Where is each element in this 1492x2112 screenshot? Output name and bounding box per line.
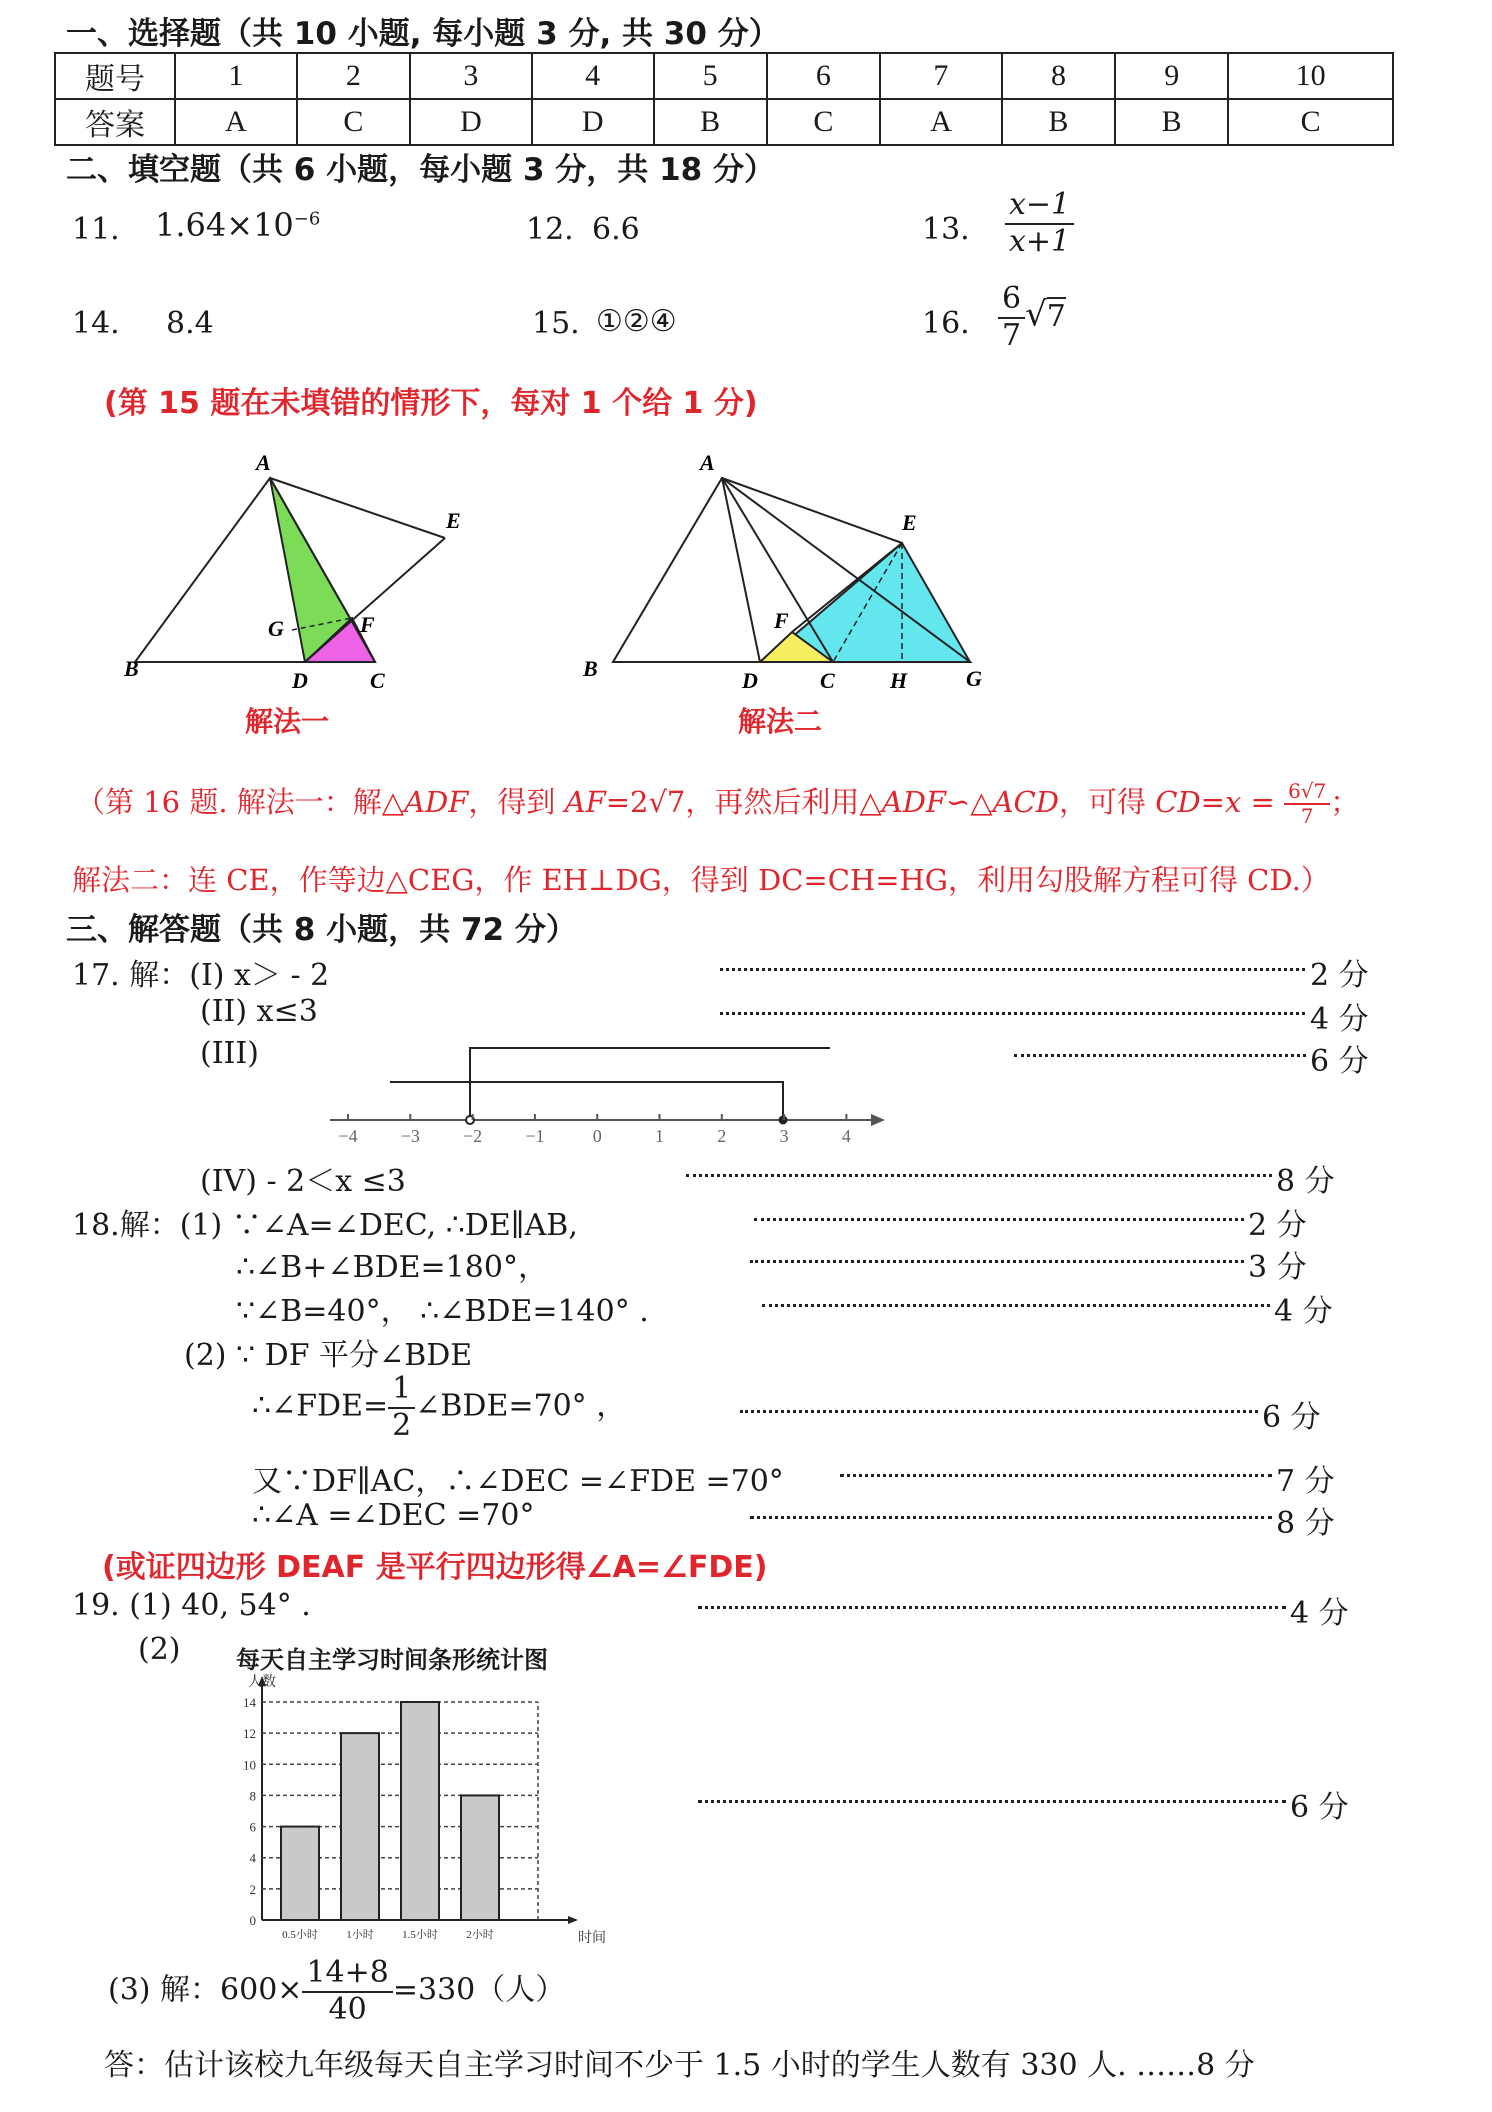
section2-title: 二、填空题（共 6 小题，每小题 3 分，共 18 分）: [66, 152, 776, 188]
table-cell: B: [654, 99, 767, 145]
q12-number: 12.: [526, 212, 574, 247]
q18-points2: 3 分: [1248, 1250, 1307, 1285]
label-D: D: [292, 668, 308, 693]
number-line-tick-label: −4: [338, 1126, 358, 1146]
q15-number: 15.: [532, 306, 580, 341]
q18-note: (或证四边形 DEAF 是平行四边形得∠A=∠FDE): [102, 1550, 768, 1585]
label-D: D: [742, 668, 758, 693]
table-cell: 2: [297, 53, 410, 99]
bar: [461, 1795, 499, 1920]
q19-line1: 19. (1) 40, 54° .: [72, 1588, 311, 1623]
y-axis-label: 人数: [248, 1675, 276, 1690]
q13-answer: $\frac{x-1}{x+1}$: [1005, 188, 1074, 259]
q19-points1: 4 分: [1290, 1596, 1349, 1631]
dot-leader: [750, 1516, 1272, 1519]
label-B: B: [583, 656, 598, 681]
label-B: B: [124, 656, 139, 681]
y-tick-label: 6: [249, 1819, 256, 1835]
chart-title: 每天自主学习时间条形统计图: [236, 1646, 548, 1674]
y-tick-label: 4: [249, 1850, 256, 1866]
q18-points1: 2 分: [1248, 1208, 1307, 1243]
y-tick-label: 2: [249, 1881, 256, 1897]
label-A: A: [256, 450, 271, 475]
table-cell: 10: [1228, 53, 1393, 99]
table-cell: B: [1115, 99, 1228, 145]
label-A: A: [700, 450, 715, 475]
q17-points3: 6 分: [1310, 1044, 1369, 1079]
q18-points7: 8 分: [1276, 1506, 1335, 1541]
dot-leader: [720, 968, 1305, 971]
x-tick-label: 2小时: [466, 1929, 494, 1941]
q17-points4: 8 分: [1276, 1164, 1335, 1199]
number-line-tick-label: 0: [592, 1126, 602, 1146]
q18-line2: ∴∠B+∠BDE=180°，: [236, 1250, 548, 1285]
dot-leader: [750, 1260, 1244, 1263]
bar: [401, 1702, 439, 1920]
row-header-number: 题号: [55, 53, 175, 99]
figure1-caption: 解法一: [245, 705, 330, 738]
q17-line1: 17. 解：(I) x＞ - 2: [72, 958, 330, 993]
section3-title: 三、解答题（共 8 小题，共 72 分）: [66, 912, 577, 948]
table-cell: 5: [654, 53, 767, 99]
q17-points2: 4 分: [1310, 1002, 1369, 1037]
row-header-answer: 答案: [55, 99, 175, 145]
dot-leader: [840, 1474, 1272, 1477]
q19-line3: (3) 解：600× $\frac{14+8}{40}$ =330（人）: [108, 1955, 566, 2027]
q13-number: 13.: [922, 212, 970, 247]
dot-leader: [698, 1800, 1286, 1803]
table-cell: B: [1002, 99, 1115, 145]
number-line-tick-label: 4: [841, 1126, 851, 1146]
table-cell: 4: [532, 53, 654, 99]
q19-points2: 6 分: [1290, 1790, 1349, 1825]
table-cell: 1: [175, 53, 297, 99]
table-cell: C: [767, 99, 880, 145]
x-tick-label: 0.5小时: [282, 1929, 318, 1941]
label-H: H: [890, 668, 908, 693]
table-cell: 8: [1002, 53, 1115, 99]
q19-line2: (2): [138, 1632, 181, 1667]
table-cell: 6: [767, 53, 880, 99]
dot-leader: [762, 1304, 1270, 1307]
q18-points3: 4 分: [1274, 1294, 1333, 1329]
x-axis-arrow: [568, 1916, 578, 1924]
label-F: F: [360, 612, 375, 637]
table-cell: D: [410, 99, 532, 145]
x-tick-label: 1小时: [346, 1929, 374, 1941]
table-cell: C: [297, 99, 410, 145]
q17-line4: (IV) - 2＜x ≤3: [200, 1164, 406, 1199]
y-tick-label: 14: [243, 1695, 256, 1710]
table-cell: C: [1228, 99, 1393, 145]
figure-solution-2: [580, 440, 1000, 700]
number-line-tick-label: −3: [400, 1126, 420, 1146]
q18-points5: 6 分: [1262, 1400, 1321, 1435]
q17-line2: (II) x≤3: [200, 994, 318, 1029]
dot-leader: [720, 1012, 1305, 1015]
label-G: G: [268, 616, 284, 641]
label-C: C: [370, 668, 385, 693]
table-cell: 9: [1115, 53, 1228, 99]
table-cell: 3: [410, 53, 532, 99]
table-row: [55, 53, 1393, 99]
table-cell: D: [532, 99, 654, 145]
number-line-tick-label: −1: [525, 1126, 545, 1146]
label-E: E: [446, 508, 461, 533]
answer-table: [54, 52, 1394, 146]
bar: [341, 1733, 379, 1920]
q18-line3: ∵∠B=40°， ∴∠BDE=140° .: [236, 1294, 649, 1329]
q18-points6: 7 分: [1276, 1464, 1335, 1499]
q19-conclusion: 答：估计该校九年级每天自主学习时间不少于 1.5 小时的学生人数有 330 人. ……8 分: [104, 2048, 1255, 2083]
q18-line6: 又∵DF∥AC，∴∠DEC =∠FDE =70°: [252, 1464, 784, 1499]
figure2-caption: 解法二: [738, 705, 823, 738]
number-line-tick-label: 3: [779, 1126, 789, 1146]
y-tick-label: 0: [249, 1913, 256, 1928]
q14-number: 14.: [72, 306, 120, 341]
table-cell: A: [175, 99, 297, 145]
label-F: F: [774, 608, 789, 633]
dot-leader: [754, 1218, 1244, 1221]
q17-line3: (III): [200, 1036, 259, 1071]
q18-line1: 18.解：(1) ∵∠A=∠DEC, ∴DE∥AB,: [72, 1208, 578, 1243]
dot-leader: [686, 1174, 1272, 1177]
number-line-tick-label: 2: [717, 1126, 727, 1146]
bar: [281, 1827, 319, 1920]
number-line-tick-label: −2: [463, 1126, 483, 1146]
dot-leader: [1014, 1054, 1306, 1057]
q18-line7: ∴∠A =∠DEC =70°: [252, 1498, 535, 1533]
q14-answer: 8.4: [166, 306, 214, 341]
dot-leader: [740, 1410, 1258, 1413]
number-line-tick-label: 1: [655, 1126, 664, 1146]
bar-chart: [230, 1674, 610, 1944]
dot-leader: [698, 1606, 1286, 1609]
figure-solution-1: [120, 440, 480, 700]
label-E: E: [902, 510, 917, 535]
q18-line5: ∴∠FDE= $\frac{1}{2}$ ∠BDE=70° ，: [252, 1371, 627, 1443]
q17-points1: 2 分: [1310, 958, 1369, 993]
table-cell: 7: [880, 53, 1002, 99]
y-tick-label: 10: [243, 1757, 256, 1773]
label-C: C: [820, 668, 835, 693]
q15-answer: ①②④: [596, 304, 677, 339]
label-G: G: [966, 666, 982, 691]
q16-note-line1: （第 16 题. 解法一：解△ADF，得到 AF=2√7，再然后利用△ADF∽△ACD，可得 CD=x = $\frac{6√7}{7}$ ；: [76, 779, 1360, 828]
q16-number: 16.: [922, 306, 970, 341]
x-axis-label: 时间: [578, 1931, 606, 1944]
q16-note-line2: 解法二：连 CE，作等边△CEG，作 EH⊥DG，得到 DC=CH=HG，利用勾股解方程可得 CD.）: [72, 863, 1330, 897]
table-cell: A: [880, 99, 1002, 145]
y-tick-label: 8: [249, 1788, 256, 1804]
q12-answer: 6.6: [592, 212, 640, 247]
q11-answer: $1.64\times 10^{-6}$: [155, 206, 321, 244]
q11-number: 11.: [72, 212, 120, 247]
y-tick-label: 12: [243, 1726, 256, 1742]
q18-line4: (2) ∵ DF 平分∠BDE: [184, 1338, 473, 1373]
q15-note: (第 15 题在未填错的情形下，每对 1 个给 1 分): [104, 386, 758, 421]
x-tick-label: 1.5小时: [402, 1929, 438, 1941]
table-row: [55, 99, 1393, 145]
number-line: [330, 1030, 900, 1150]
section1-title: 一、选择题（共 10 小题, 每小题 3 分, 共 30 分）: [66, 16, 780, 52]
q16-answer: $\frac{6}{7}$ √7: [998, 282, 1066, 353]
